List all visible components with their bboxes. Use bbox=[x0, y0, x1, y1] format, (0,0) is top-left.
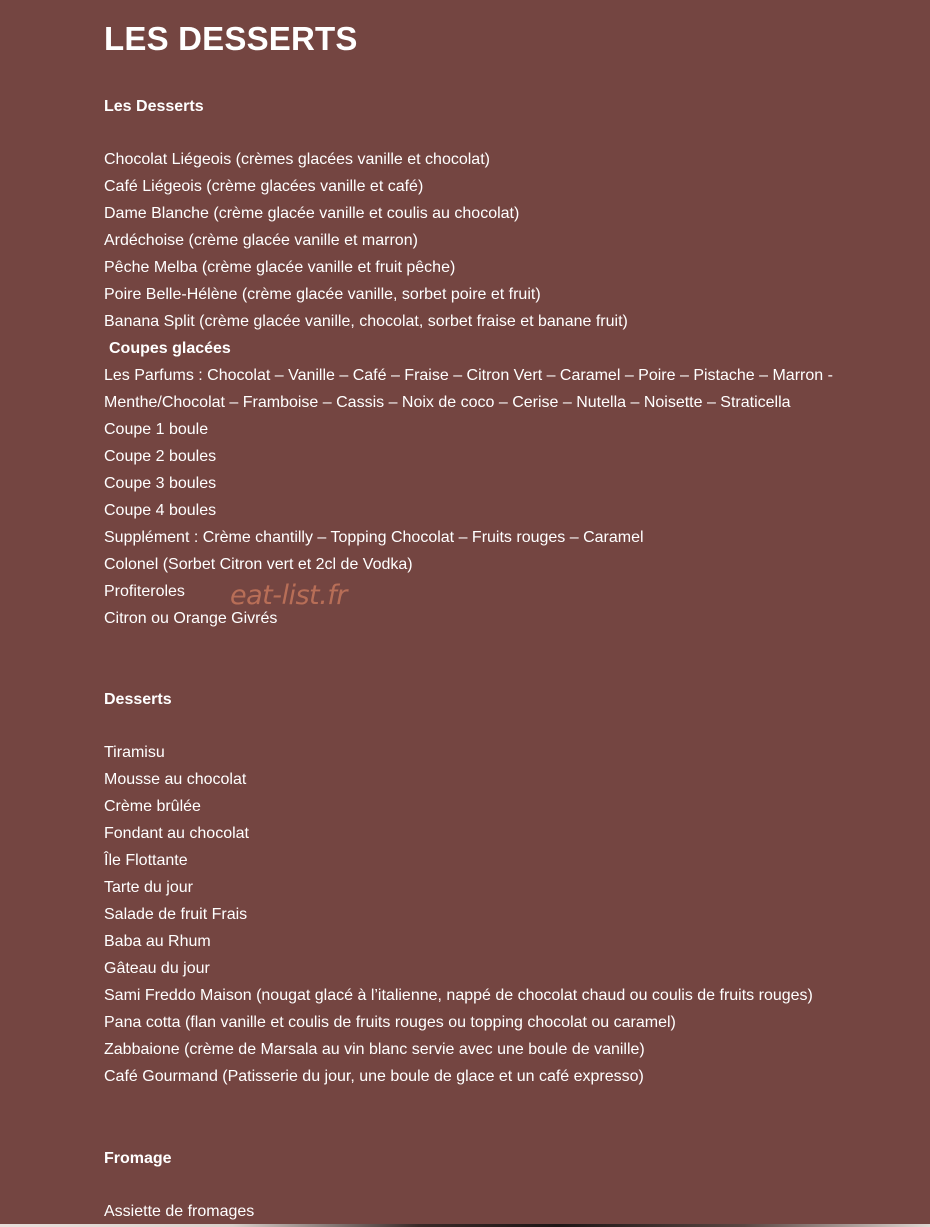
list-fromage bbox=[104, 1198, 254, 1225]
section-heading-fromage: Fromage bbox=[104, 1150, 172, 1167]
list-item: Coupe 3 boules bbox=[104, 475, 217, 492]
list-item: Supplément : Crème chantilly – Topping Chocolat – Fruits rouges – Caramel bbox=[104, 529, 644, 546]
list-item: Crème brûlée bbox=[104, 798, 201, 815]
list-desserts bbox=[104, 739, 813, 1090]
list-item: Café Liégeois (crème glacées vanille et café) bbox=[104, 178, 424, 195]
list-item: Sami Freddo Maison (nougat glacé à l’italienne, nappé de chocolat chaud ou coulis de fruits rouges) bbox=[104, 987, 813, 1004]
list-item: Mousse au chocolat bbox=[104, 771, 247, 788]
list-item: Poire Belle-Hélène (crème glacée vanille, sorbet poire et fruit) bbox=[104, 286, 541, 303]
list-item: Baba au Rhum bbox=[104, 933, 211, 950]
list-item: Café Gourmand (Patisserie du jour, une boule de glace et un café expresso) bbox=[104, 1068, 644, 1085]
list-item: Coupe 1 boule bbox=[104, 421, 209, 438]
list-item: Assiette de fromages bbox=[104, 1203, 255, 1220]
list-item: Dame Blanche (crème glacée vanille et coulis au chocolat) bbox=[104, 205, 520, 222]
list-item: Ardéchoise (crème glacée vanille et marron) bbox=[104, 232, 418, 249]
list-item: Profiteroles bbox=[104, 583, 185, 600]
list-item: Pana cotta (flan vanille et coulis de fruits rouges ou topping chocolat ou caramel) bbox=[104, 1014, 676, 1031]
list-item: Colonel (Sorbet Citron vert et 2cl de Vodka) bbox=[104, 556, 413, 573]
page-title: LES DESSERTS bbox=[104, 20, 358, 57]
subheading-coupes-glacees: Coupes glacées bbox=[109, 340, 231, 357]
list-item: Fondant au chocolat bbox=[104, 825, 249, 842]
list-item: Chocolat Liégeois (crèmes glacées vanille et chocolat) bbox=[104, 151, 490, 168]
list-item: Pêche Melba (crème glacée vanille et fruit pêche) bbox=[104, 259, 456, 276]
section-heading-les-desserts: Les Desserts bbox=[104, 98, 204, 115]
list-item: Banana Split (crème glacée vanille, chocolat, sorbet fraise et banane fruit) bbox=[104, 313, 628, 330]
section-heading-desserts: Desserts bbox=[104, 691, 172, 708]
watermark: eat-list.fr bbox=[230, 580, 347, 611]
list-item: Tiramisu bbox=[104, 744, 165, 761]
list-les-desserts bbox=[104, 146, 833, 632]
list-item: Citron ou Orange Givrés bbox=[104, 610, 278, 627]
list-item: Île Flottante bbox=[104, 852, 188, 869]
list-item: Zabbaione (crème de Marsala au vin blanc servie avec une boule de vanille) bbox=[104, 1041, 645, 1058]
list-item: Coupe 4 boules bbox=[104, 502, 217, 519]
list-item: Tarte du jour bbox=[104, 879, 193, 896]
list-item: Les Parfums : Chocolat – Vanille – Café – Fraise – Citron Vert – Caramel – Poire – Pistache – Marron - bbox=[104, 367, 833, 384]
list-item: Salade de fruit Frais bbox=[104, 906, 248, 923]
list-item: Coupe 2 boules bbox=[104, 448, 217, 465]
list-item: Gâteau du jour bbox=[104, 960, 210, 977]
list-item: Menthe/Chocolat – Framboise – Cassis – Noix de coco – Cerise – Nutella – Noisette – Straticella bbox=[104, 394, 791, 411]
